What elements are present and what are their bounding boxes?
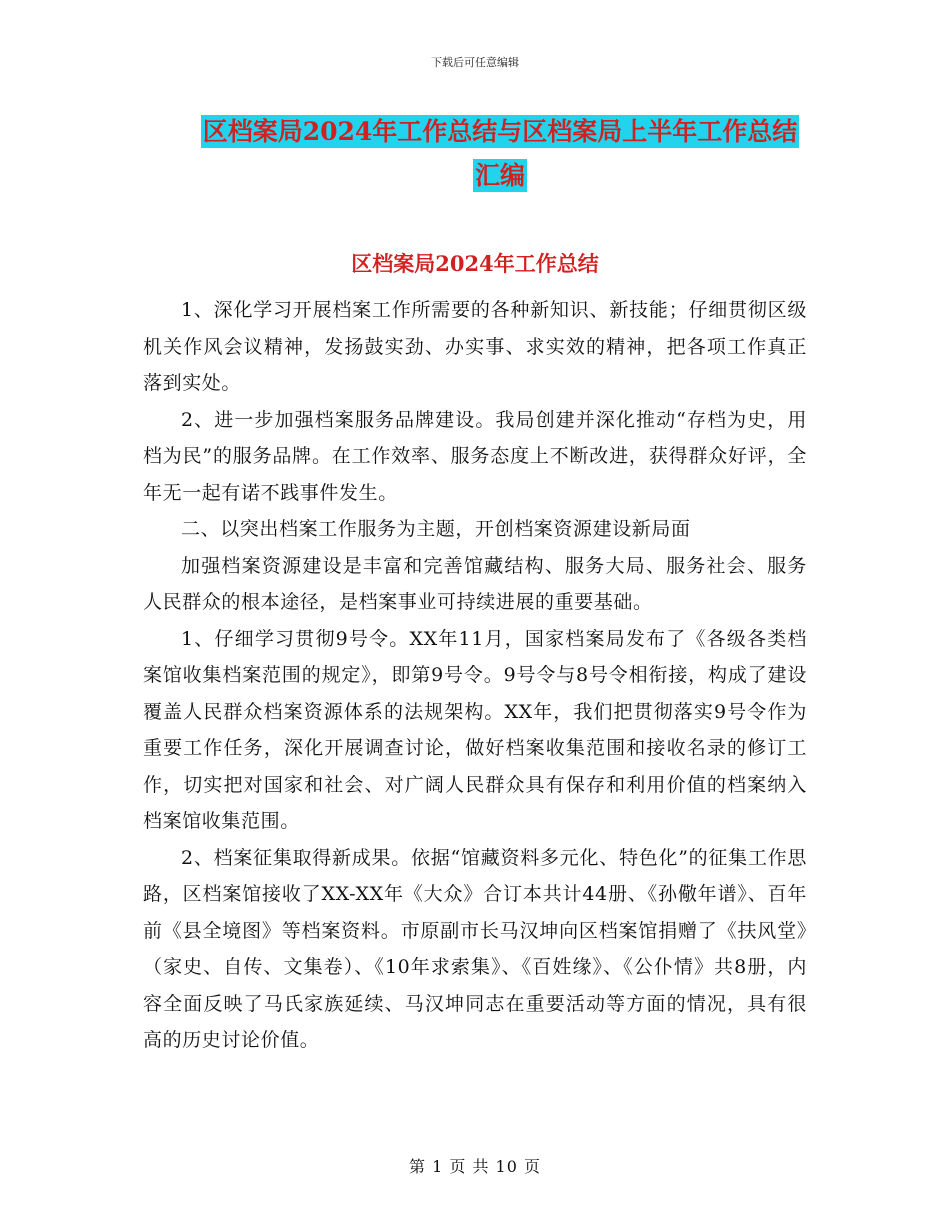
- document-title-line-1: 区档案局2024年工作总结与区档案局上半年工作总结: [202, 117, 798, 146]
- paragraph: 1、深化学习开展档案工作所需要的各种新知识、新技能；仔细贯彻区级机关作风会议精神，发扬鼓实劲、办实事、求实效的精神，把各项工作真正落到实处。: [143, 299, 807, 394]
- section-title: 区档案局2024年工作总结: [351, 251, 599, 276]
- paragraph: 二、以突出档案工作服务为主题，开创档案资源建设新局面: [181, 518, 691, 540]
- page-footer: 第 1 页 共 10 页: [409, 1157, 541, 1176]
- paragraph: 1、仔细学习贯彻9号令。XX年11月，国家档案局发布了《各级各类档案馆收集档案范围的规定》，即第9号令。9号令与8号令相衔接，构成了建设覆盖人民群众档案资源体系的法规架构。XX年，我们把贯彻落实9号令作为重要工作任务，深化开展调查讨论，做好档案收集范围和接收名录的修订工作，切实把对国家和社会、对广阔人民群众具有保存和利用价值的档案纳入档案馆收集范围。: [143, 627, 807, 832]
- document-title-line-2: 汇编: [474, 161, 525, 190]
- document-title: [140, 110, 860, 198]
- document-body: [143, 292, 807, 1059]
- paragraph: 2、档案征集取得新成果。依据“馆藏资料多元化、特色化”的征集工作思路，区档案馆接收了XX-XX年《大众》合订本共计44册、《孙儆年谱》、百年前《县全境图》等档案资料。市原副市长马汉坤向区档案馆捐赠了《扶风堂》（家史、自传、文集卷）、《10年求索集》、《百姓缘》、《公仆情》共8册，内容全面反映了马氏家族延续、马汉坤同志在重要活动等方面的情况，具有很高的历史讨论价值。: [143, 846, 807, 1051]
- header-note: 下载后可任意编辑: [431, 56, 519, 69]
- paragraph: 加强档案资源建设是丰富和完善馆藏结构、服务大局、服务社会、服务人民群众的根本途径，是档案事业可持续进展的重要基础。: [143, 554, 807, 613]
- paragraph: 2、进一步加强档案服务品牌建设。我局创建并深化推动“存档为史，用档为民”的服务品牌。在工作效率、服务态度上不断改进，获得群众好评，全年无一起有诺不践事件发生。: [143, 408, 807, 504]
